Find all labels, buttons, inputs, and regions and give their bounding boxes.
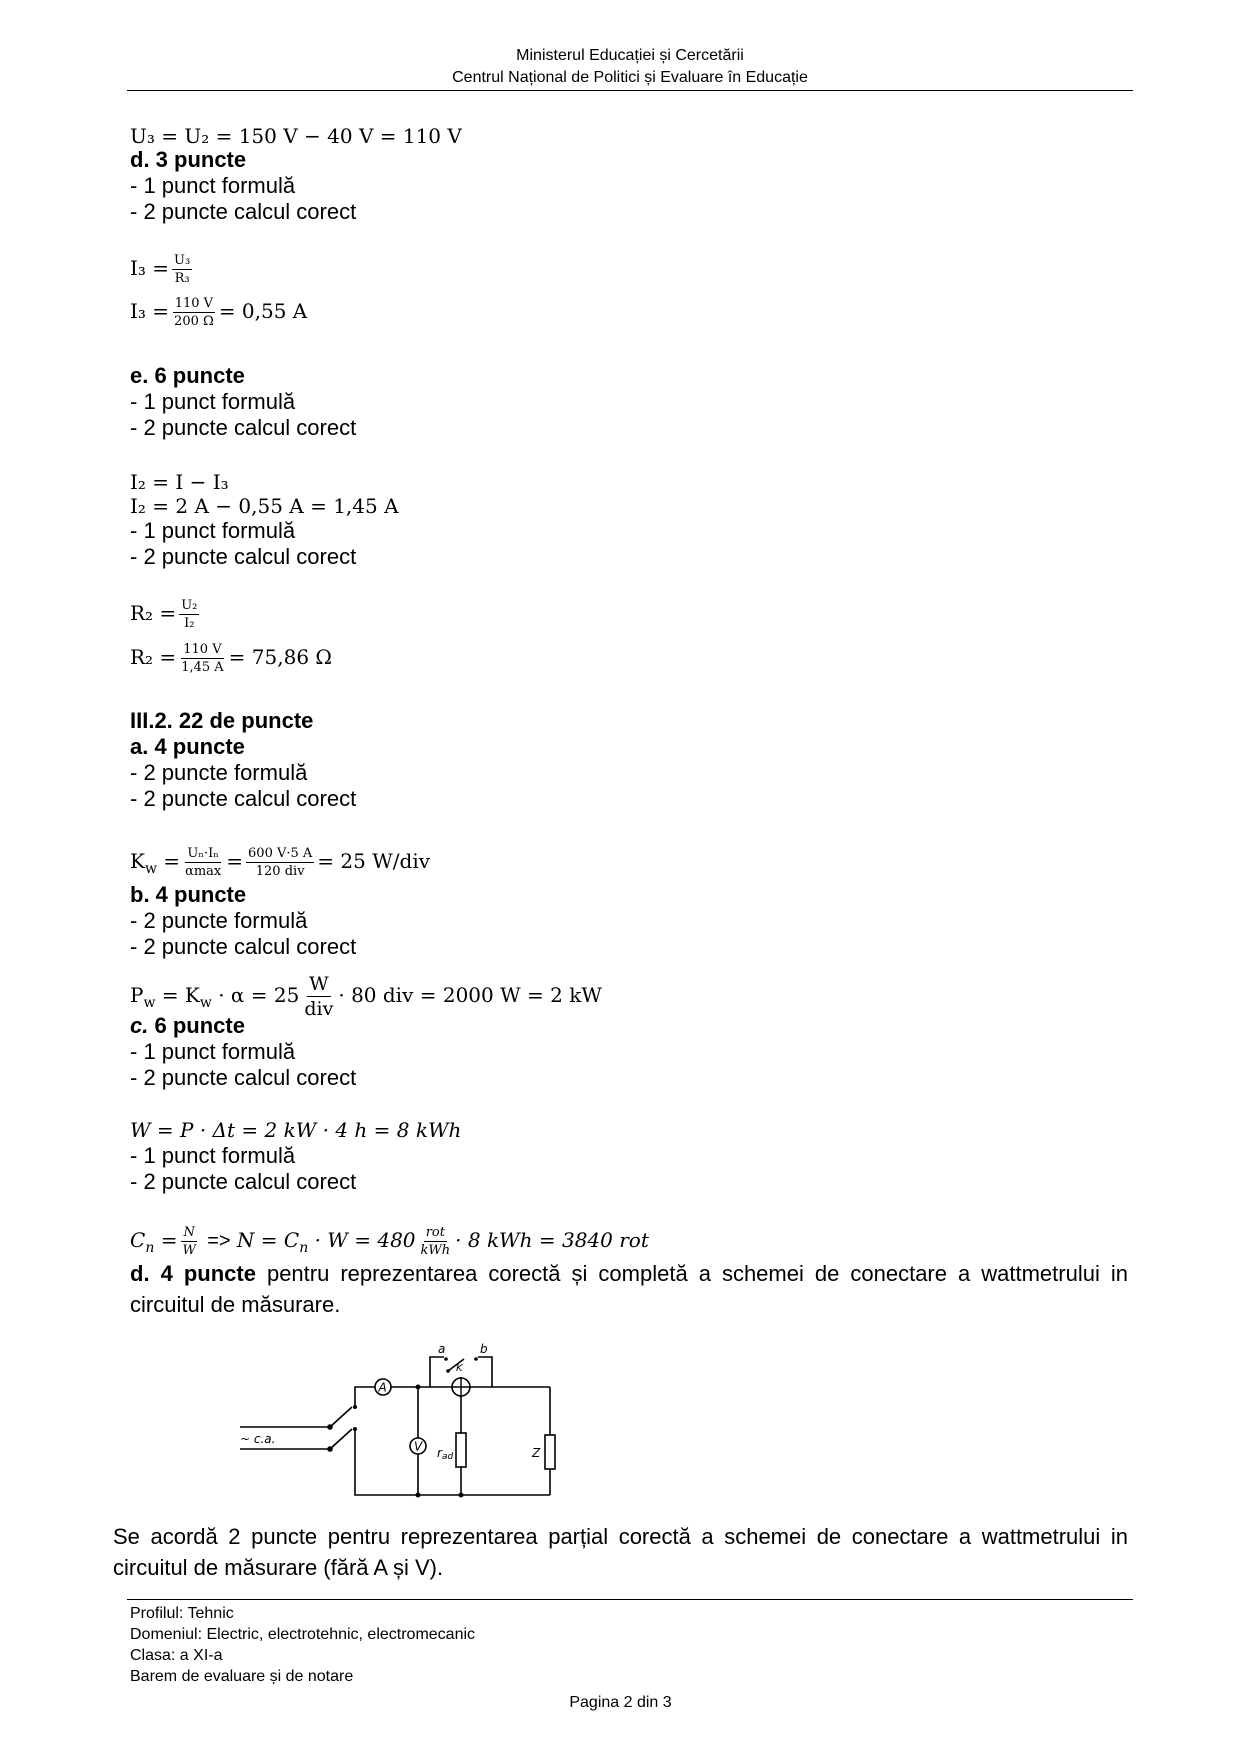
section-b-title: b. 4 puncte bbox=[130, 882, 247, 907]
switch-blade-bottom bbox=[330, 1429, 352, 1449]
section-e-item: - 2 puncte calcul corect bbox=[130, 415, 357, 440]
eq-i2-calc: I₂ = 2 A − 0,55 A = 1,45 A bbox=[130, 494, 399, 518]
contact-b-wire bbox=[478, 1357, 492, 1387]
load-z bbox=[545, 1435, 555, 1469]
ammeter-label: A bbox=[378, 1380, 387, 1395]
contact-a-wire bbox=[430, 1357, 444, 1387]
page-number: Pagina 2 din 3 bbox=[569, 1694, 672, 1711]
contact-b-label: b bbox=[480, 1342, 488, 1356]
voltmeter-label: V bbox=[414, 1439, 423, 1454]
header-center: Centrul Național de Politici și Evaluare în Educație bbox=[452, 69, 808, 86]
header-ministry: Ministerul Educației și Cercetării bbox=[516, 47, 744, 64]
section-d-item: - 1 punct formulă bbox=[130, 173, 296, 198]
eq-kw: $K_w$ = $\frac{\text{Uₙ·Iₙ}}{\alpha\max}$ = $\frac{600 V\cdot 5 A}{\text{120 div}}$ = 25 W/div bbox=[130, 846, 431, 879]
source-label: ~ c.a. bbox=[240, 1432, 276, 1446]
section-e-item: - 1 punct formulă bbox=[130, 389, 296, 414]
eq-r2-calc: R₂ = $\frac{110 V}{1,45 A}$ = 75,86 Ω bbox=[130, 642, 332, 675]
eq-u3: U₃ = U₂ = 150 V − 40 V = 110 V bbox=[130, 124, 462, 148]
section-a-item: - 2 puncte formulă bbox=[130, 760, 308, 785]
switch-k-label: K bbox=[456, 1363, 463, 1374]
load-z-label: Z bbox=[532, 1446, 541, 1460]
footer-rule bbox=[127, 1599, 1133, 1600]
eq-energy: W = P · Δt = 2 kW · 4 h = 8 kWh bbox=[130, 1118, 462, 1142]
wattmeter-circuit-diagram bbox=[230, 1335, 590, 1505]
section-c-item: - 1 punct formulă bbox=[130, 1039, 296, 1064]
section-a-item: - 2 puncte calcul corect bbox=[130, 786, 357, 811]
section-e-title: e. 6 puncte bbox=[130, 363, 245, 388]
section-c-title: c. 6 puncte bbox=[130, 1013, 245, 1038]
eq-i2-formula: I₂ = I − I₃ bbox=[130, 470, 229, 494]
eq-i3-formula: I₃ = $\frac{\text{U₃}}{\text{R₃}}$ bbox=[130, 253, 191, 286]
section-b-item: - 2 puncte calcul corect bbox=[130, 934, 357, 959]
section-c-item: - 2 puncte calcul corect bbox=[130, 1169, 357, 1194]
eq-pw: $P_w = K_w \cdot \alpha = 25$ $\frac{W}{\text{div}}$ · 80 div = 2000 W = 2 kW bbox=[130, 973, 602, 1020]
section-b-item: - 2 puncte formulă bbox=[130, 908, 308, 933]
eq-r2-formula: R₂ = $\frac{\text{U₂}}{\text{I₂}}$ bbox=[130, 598, 198, 631]
footer-domain: Domeniul: Electric, electrotehnic, electromecanic bbox=[130, 1626, 476, 1643]
wire-left-top bbox=[355, 1387, 375, 1407]
contact-a-label: a bbox=[438, 1342, 446, 1356]
footer-profile: Profilul: Tehnic bbox=[130, 1605, 234, 1622]
resistor-rad-label: rad bbox=[437, 1446, 454, 1462]
section-d2-paragraph: d. 4 puncte pentru reprezentarea corectă și completă a schemei de conectare a wattmetrului in circuitul de măsurare. bbox=[130, 1261, 1128, 1317]
section-c-item: - 2 puncte calcul corect bbox=[130, 1065, 357, 1090]
section-c-item: - 1 punct formulă bbox=[130, 1143, 296, 1168]
footer-barem: Barem de evaluare și de notare bbox=[130, 1668, 354, 1685]
switch-blade-top bbox=[330, 1407, 352, 1427]
section-a-title: a. 4 puncte bbox=[130, 734, 245, 759]
section-iii2-title: III.2. 22 de puncte bbox=[130, 708, 314, 733]
footer-class: Clasa: a XI-a bbox=[130, 1647, 223, 1664]
section-d-title: d. 3 puncte bbox=[130, 147, 247, 172]
section-e-item: - 2 puncte calcul corect bbox=[130, 544, 357, 569]
section-d-item: - 2 puncte calcul corect bbox=[130, 199, 357, 224]
note-paragraph: Se acordă 2 puncte pentru reprezentarea parțial corectă a schemei de conectare a wattmetrului in circuitul de măsurare (fără A și V). bbox=[113, 1524, 1128, 1580]
wire-bottom bbox=[355, 1429, 550, 1495]
eq-rotations: $C_n$ = $\frac{N}{W}$ => $N = C_n \cdot W = 480$ $\frac{\text{rot}}{\text{kWh}}$ · 8 kWh = 3840 rot bbox=[130, 1225, 649, 1258]
section-e-item: - 1 punct formulă bbox=[130, 518, 296, 543]
eq-i3-calc: I₃ = $\frac{110 V}{200 \Omega}$ = 0,55 A bbox=[130, 296, 308, 329]
header-rule bbox=[127, 90, 1133, 91]
resistor-rad bbox=[456, 1433, 466, 1467]
